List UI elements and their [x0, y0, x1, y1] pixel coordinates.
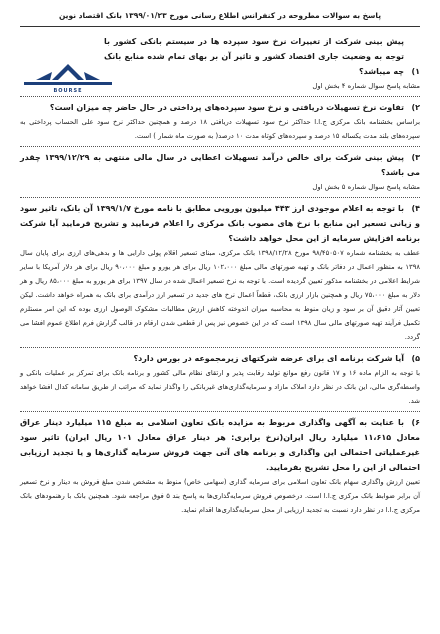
question-number: ۲) [411, 103, 420, 112]
question-number: ۱) [411, 67, 420, 76]
qa-item [20, 201, 420, 344]
question [20, 415, 420, 475]
answer: براساس بخشنامه بانک مرکزی ج.ا.ا حداکثر نرخ سود تسهیلات دریافتی ۱۸ درصد و همچنین حداکثر نرخ سود علی الحساب پرداختی به سپرده‌های بلند مدت یکساله ۱۵ درصد و سپرده‌های کوتاه مدت ۱۰ درصد( به صورت ماه شمار ) است. [20, 118, 420, 140]
qa-list [20, 34, 420, 517]
answer: تعیین ارزش واگذاری سهام بانک تعاون اسلامی برای سرمایه گذاری (سهامی خاص) منوط به مشخص شدن مبلغ فروش به دینار و نرخ تسعیر آن برابر ضوابط بانک مرکزی ج.ا.ا است. درخصوص فروش سرمایه‌گذاری‌ها به پاسخ بند ۵ فوق مراجعه شود. همچنین بانک با رهنمودهای بانک مرکزی ج.ا.ا در نظر دارد نسبت به تجدید ارزیابی از محل سرمایه‌گذاری‌ها اقدام نماید. [20, 478, 421, 514]
answer: با توجه به الزام ماده ۱۶ و ۱۷ قانون رفع موانع تولید رقابت پذیر و ارتقای نظام مالی کشور و برنامه بانک برای تمرکز بر عملیات بانکی و واسطه‌گری مالی، این بانک در نظر دارد املاک مازاد و سرمایه‌گذاری‌های غیربانکی را واگذار نماید که مراتب از طریق سامانه کدال افشا خواهد شد. [20, 369, 420, 405]
question [20, 34, 420, 79]
qa-item [20, 351, 420, 408]
question-text: پیش بینی شرکت از تغییرات نرخ سود سپرده ها در سیستم بانکی کشور با توجه به وضعیت جاری اقتصاد کشور و تاثیر آن بر بهای تمام شده منابع بانک چه میباشد؟ [104, 37, 404, 76]
divider [20, 197, 420, 198]
divider [20, 411, 420, 412]
divider [20, 96, 420, 97]
answer: مشابه پاسخ سوال شماره ۵ بخش اول [312, 183, 420, 191]
page-header: پاسخ به سوالات مطروحه در کنفرانس اطلاع رسانی مورخ ۱۳۹۹/۰۱/۲۳ بانک اقتصاد نوین [20, 8, 420, 27]
question [20, 150, 420, 180]
question-number: ۴) [411, 204, 420, 213]
question [20, 100, 420, 115]
question [20, 201, 420, 246]
question-text: با توجه به اعلام موجودی ارز ۴۴۳ میلیون یورویی مطابق با نامه مورخ ۱۳۹۹/۱/۷ آن بانک، تاثیر سود و زیانی تسعیر این منابع با نرخ های مصوب بانک مرکزی را اعلام فرمایید و تشریح فرمایید آیا شرکت برنامه افزایش سرمایه از این محل خواهد داشت؟ [20, 204, 420, 243]
qa-item [20, 415, 420, 517]
question-text: پیش بینی شرکت برای خالص درآمد تسهیلات اعطایی در سال مالی منتهی به ۱۳۹۹/۱۲/۲۹ چقدر می باشد؟ [20, 153, 420, 177]
answer: مشابه پاسخ سوال شماره ۴ بخش اول [312, 82, 420, 90]
question-text: با عنایت به آگهی واگذاری مربوط به مزایده بانک تعاون اسلامی به مبلغ ۱۱۵ میلیارد دینار عراق معادل ۱۱،۶۱۵ میلیارد ریال ایران(نرخ برابری: هر دینار عراق معادل ۱۰۱ ریال ایران) تاثیر سود غیرعملیاتی احتمالی این واگذاری و برنامه های آتی جهت فروش سرمایه گذاری‌ها و یا تجدید ارزیابی احتمالی از این را محل تشریح بفرمایید. [20, 418, 420, 472]
divider [20, 347, 420, 348]
question-number: ۵) [411, 354, 420, 363]
question-text: آیا شرکت برنامه ای برای عرضه شرکتهای زیرمجموعه در بورس دارد؟ [133, 354, 404, 363]
answer: عطف به بخشنامه شماره ۹۸/۴۵۰۵۰۷ مورخ ۱۳۹۸/۱۲/۲۸ بانک مرکزی، مبنای تسعیر اقلام پولی دارایی ها و بدهی‌های ارزی برای پایان سال ۱۳۹۸ به منظور اعمال در دفاتر بانک و تهیه صورتهای مالی مبلغ ۱۰۲،۰۰۰ ریال برای هر یورو و مبلغ ۹۰،۰۰۰ ریال برای هر دلار آمریکا با سایر شرایط اعلامی در بخشنامه مذکور تعیین گردیده است. با توجه به نرخ تسعیر اعمال شده در سال ۱۳۹۷ برای هر یورو به مبلغ ۸۵،۰۰۰ ریال و هر دلار به مبلغ ۷۵،۰۰۰ ریال و همچنین بازار ارزی بانک، قطعاً اعمال نرخ های جدید در تسعیر ارز درآمدی برای بانک به همراه خواهد داشت. لیکن تعیین آثار دقیق آن بر سود و زیان منوط به محاسبه میزان اندوخته کاهش ارزش مطالبات مشکوک الوصول ارزی بوده که این امر مستلزم تکمیل فرآیند تهیه صورتهای مالی سال ۱۳۹۸ است که در این خصوص نیز پس از قطعی شدن ارقام در قالب گزارش فرم اطلاع عموم افشا می گردد. [20, 249, 420, 341]
question-number: ۶) [411, 418, 420, 427]
qa-item [20, 34, 420, 93]
divider [20, 146, 420, 147]
logo-wordmark: BOURSE [53, 88, 83, 94]
qa-item [20, 100, 420, 143]
question-number: ۳) [411, 153, 420, 162]
question [20, 351, 420, 366]
question-text: تفاوت نرخ تسهیلات دریافتی و نرخ سود سپرده‌های پرداختی در حال حاضر چه میزان است؟ [49, 103, 404, 112]
qa-item [20, 150, 420, 194]
